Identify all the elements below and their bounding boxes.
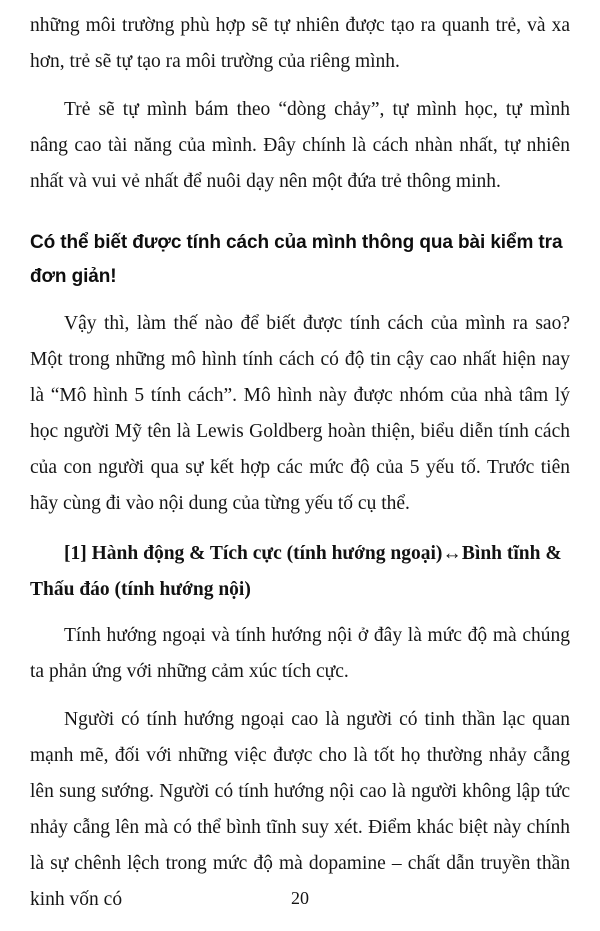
paragraph: Trẻ sẽ tự mình bám theo “dòng chảy”, tự mình học, tự mình nâng cao tài năng của mình. Đây chính là cách nhàn nhất, tự nhiên nhất và vui vẻ nhất để nuôi dạy nên một đứa trẻ thông minh.: [30, 99, 570, 192]
paragraph: Người có tính hướng ngoại cao là người có tinh thần lạc quan mạnh mẽ, đối với những việc được cho là tốt họ thường nhảy cẫng lên sung sướng. Người có tính hướng nội cao là người không lập tức nhảy cẫng lên mà có thể bình tĩnh suy xét. Điểm khác biệt này chính là sự chênh lệch trong mức độ mà dopamine – chất dẫn truyền thần kinh vốn có: [30, 709, 570, 910]
paragraph-continuation: những môi trường phù hợp sẽ tự nhiên được tạo ra quanh trẻ, và xa hơn, trẻ sẽ tự tạo ra môi trường của riêng mình.: [30, 15, 570, 72]
paragraph: Tính hướng ngoại và tính hướng nội ở đây là mức độ mà chúng ta phản ứng với những cảm xúc tích cực.: [30, 625, 570, 682]
subsection-heading: [1] Hành động & Tích cực (tính hướng ngoại)↔Bình tĩnh & Thấu đáo (tính hướng nội): [30, 543, 562, 600]
page-number: 20: [291, 888, 309, 908]
section-heading: Có thể biết được tính cách của mình thông qua bài kiểm tra đơn giản!: [30, 232, 563, 287]
paragraph: Vậy thì, làm thế nào để biết được tính cách của mình ra sao? Một trong những mô hình tính cách có độ tin cậy cao nhất hiện nay là “Mô hình 5 tính cách”. Mô hình này được nhóm của nhà tâm lý học người Mỹ tên là Lewis Goldberg hoàn thiện, biểu diễn tính cách của con người qua sự kết hợp các mức độ của 5 yếu tố. Trước tiên hãy cùng đi vào nội dung của từng yếu tố cụ thể.: [30, 313, 570, 514]
